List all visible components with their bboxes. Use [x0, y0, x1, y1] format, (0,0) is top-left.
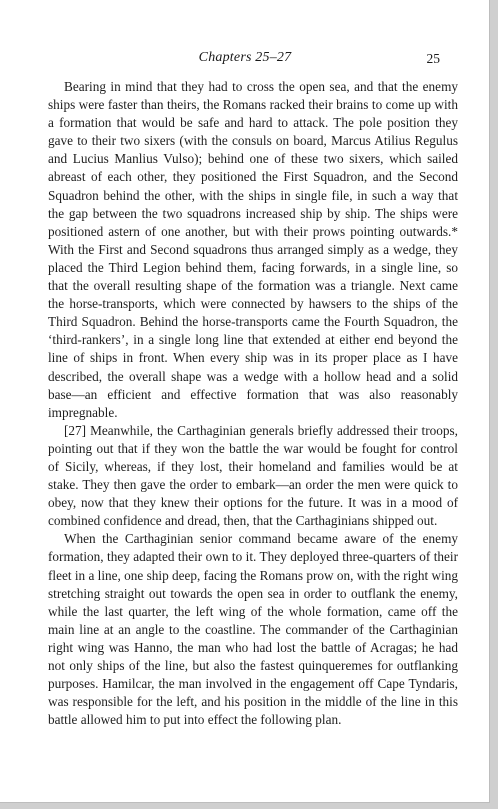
running-title: Chapters 25–27 [198, 50, 292, 65]
paragraph: [27] Meanwhile, the Carthaginian generals briefly addressed their troops, pointing out that if they won the battle the war would be fought for control of Sicily, whereas, if they lost, their homeland and families would be at stake. They then gave the order to embark—an order the men were quick to obey, now that they knew their options for the future. It was in a mood of combined confidence and dread, then, that the Carthaginians shipped out. [48, 422, 458, 529]
body-text [48, 78, 458, 729]
page-edge-shadow [0, 803, 498, 809]
page-edge-shadow [490, 0, 498, 809]
paragraph: When the Carthaginian senior command became aware of the enemy formation, they adapted their own to it. They deployed three-quarters of their fleet in a line, one ship deep, facing the Romans prow on, with the right wing stretching straight out towards the open sea in order to outflank the enemy, while the last quarter, the left wing of the whole formation, came off the main line at an angle to the coastline. The commander of the Carthaginian right wing was Hanno, the man who had lost the battle of Acragas; he had not only ships of the line, but also the fastest quinqueremes for outflanking purposes. Hamilcar, the man involved in the engagement off Cape Tyndaris, was responsible for the left, and his position in the middle of the line in this battle allowed him to put into effect the following plan. [48, 531, 458, 728]
running-head [0, 50, 490, 70]
page-number: 25 [426, 51, 440, 66]
paragraph: Bearing in mind that they had to cross the open sea, and that the enemy ships were faster than theirs, the Romans racked their brains to come up with a formation that would be safe and hard to attack. The pole position they gave to their two sixers (with the consuls on board, Marcus Atilius Regulus and Lucius Manlius Vulso); behind one of these two sixers, which sailed abreast of each other, they positioned the First Squadron, and the Second Squadron behind the other, with the ships in single file, in such a way that the gap between the two squadrons increased ship by ship. The ships were positioned astern of one another, but with their prows pointing outwards.* With the First and Second squadrons thus arranged simply as a wedge, they placed the Third Legion behind them, facing forwards, in a single line, so that the overall resulting shape of the formation was a triangle. Next came the horse-transports, which were connected by hawsers to the ships of the Third Squadron. Behind the horse-transports came the Fourth Squadron, the ‘third-rankers’, in a single long line that extended at either end beyond the line of ships in front. When every ship was in its proper place as I have described, the overall shape was a wedge with a hollow head and a solid base—an efficient and effective formation that was also reasonably impregnable. [48, 79, 458, 420]
